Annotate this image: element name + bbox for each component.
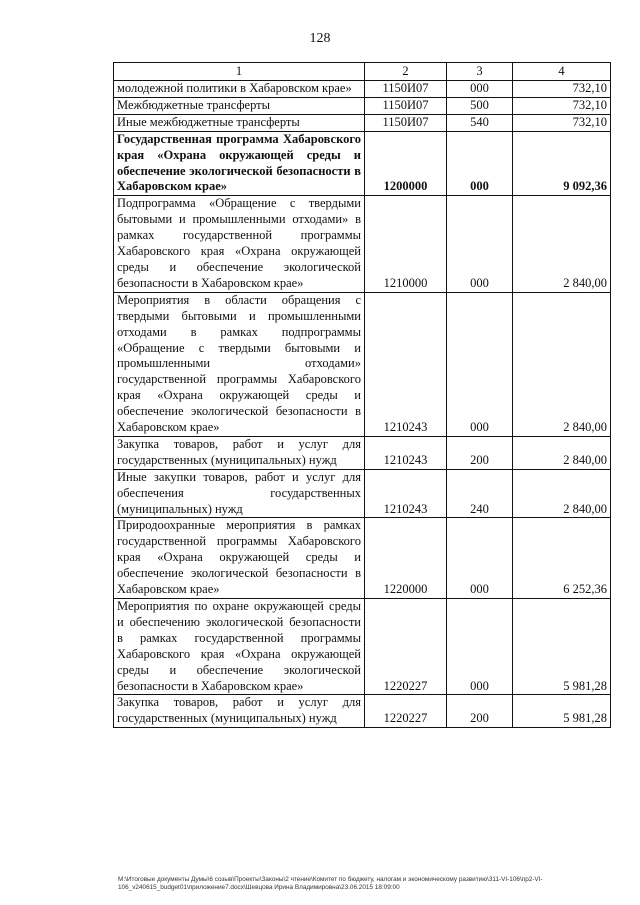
row-code-cell: 1150И07 — [365, 114, 447, 131]
row-expense-type-cell: 000 — [447, 196, 513, 292]
row-expense-type-cell: 500 — [447, 97, 513, 114]
table-row — [114, 469, 611, 518]
row-amount-cell: 732,10 — [513, 97, 611, 114]
row-expense-type-cell: 540 — [447, 114, 513, 131]
row-name-cell: Природоохранные мероприятия в рамках государственной программы Хабаровского края «Охрана окружающей среды и обеспечение экологической безопасности в Хабаровском крае» — [114, 518, 365, 599]
row-name-cell: Мероприятия в области обращения с твердыми бытовыми и промышленными отходами в рамках подпрограммы «Обращение с твердыми бытовыми и промышленными отходами» государственной программы Хабаровского края «Охрана окружающей среды и обеспечение экологической безопасности в Хабаровском крае» — [114, 292, 365, 436]
table-row — [114, 131, 611, 196]
row-name-cell: Подпрограмма «Обращение с твердыми бытовыми и промышленными отходами» в рамках государственной программы Хабаровского края «Охрана окружающей среды и обеспечение экологической безопасности в Хабаровском крае» — [114, 196, 365, 292]
row-code-cell: 1210243 — [365, 292, 447, 436]
row-amount-cell: 2 840,00 — [513, 436, 611, 469]
row-name-cell: Закупка товаров, работ и услуг для государственных (муниципальных) нужд — [114, 436, 365, 469]
row-amount-cell: 732,10 — [513, 81, 611, 98]
table-row — [114, 196, 611, 292]
row-name-cell: Иные межбюджетные трансферты — [114, 114, 365, 131]
row-code-cell: 1210243 — [365, 436, 447, 469]
row-code-cell: 1210243 — [365, 469, 447, 518]
row-amount-cell: 5 981,28 — [513, 599, 611, 695]
row-expense-type-cell: 000 — [447, 599, 513, 695]
column-header-4: 4 — [513, 63, 611, 81]
row-expense-type-cell: 000 — [447, 518, 513, 599]
row-code-cell: 1220227 — [365, 599, 447, 695]
budget-table — [113, 62, 611, 728]
row-expense-type-cell: 000 — [447, 81, 513, 98]
row-code-cell: 1220000 — [365, 518, 447, 599]
row-name-cell: молодежной политики в Хабаровском крае» — [114, 81, 365, 98]
page-number: 128 — [309, 31, 331, 46]
row-code-cell: 1210000 — [365, 196, 447, 292]
table-row — [114, 518, 611, 599]
row-expense-type-cell: 000 — [447, 292, 513, 436]
row-amount-cell: 6 252,36 — [513, 518, 611, 599]
row-amount-cell: 9 092,36 — [513, 131, 611, 196]
row-code-cell: 1200000 — [365, 131, 447, 196]
table-row — [114, 97, 611, 114]
table-body — [114, 81, 611, 728]
table-row — [114, 599, 611, 695]
row-amount-cell: 732,10 — [513, 114, 611, 131]
table-row — [114, 292, 611, 436]
row-expense-type-cell: 200 — [447, 695, 513, 728]
footer-line-1: М:\Итоговые документы Думы\6 созыв\Проекты\Законы\2 чтение\Комитет по бюджету, налогам и экономическому развитию\311-VI-106\пр2-VI- — [118, 876, 543, 883]
row-name-cell: Мероприятия по охране окружающей среды и обеспечению экологической безопасности в рамках государственной программы Хабаровского края «Охрана окружающей среды и обеспечение экологической безопасности в Хабаровском крае» — [114, 599, 365, 695]
row-amount-cell: 2 840,00 — [513, 292, 611, 436]
table-row — [114, 81, 611, 98]
column-header-3: 3 — [447, 63, 513, 81]
row-amount-cell: 2 840,00 — [513, 196, 611, 292]
row-name-cell: Государственная программа Хабаровского края «Охрана окружающей среды и обеспечение экологической безопасности в Хабаровском крае» — [114, 131, 365, 196]
column-header-2: 2 — [365, 63, 447, 81]
table-row — [114, 695, 611, 728]
row-expense-type-cell: 200 — [447, 436, 513, 469]
row-amount-cell: 5 981,28 — [513, 695, 611, 728]
row-code-cell: 1150И07 — [365, 97, 447, 114]
row-code-cell: 1150И07 — [365, 81, 447, 98]
table-row — [114, 114, 611, 131]
row-name-cell: Межбюджетные трансферты — [114, 97, 365, 114]
row-expense-type-cell: 000 — [447, 131, 513, 196]
table-row — [114, 436, 611, 469]
column-header-1: 1 — [114, 63, 365, 81]
table-header-row — [114, 63, 611, 81]
document-path-footer — [118, 876, 618, 892]
row-code-cell: 1220227 — [365, 695, 447, 728]
row-expense-type-cell: 240 — [447, 469, 513, 518]
footer-line-2: 106_v240615_budget01\приложение7.docx\Шевцова Ирина Владимировна\23.06.2015 18:09:00 — [118, 884, 400, 891]
row-amount-cell: 2 840,00 — [513, 469, 611, 518]
row-name-cell: Иные закупки товаров, работ и услуг для обеспечения государственных (муниципальных) нужд — [114, 469, 365, 518]
row-name-cell: Закупка товаров, работ и услуг для государственных (муниципальных) нужд — [114, 695, 365, 728]
